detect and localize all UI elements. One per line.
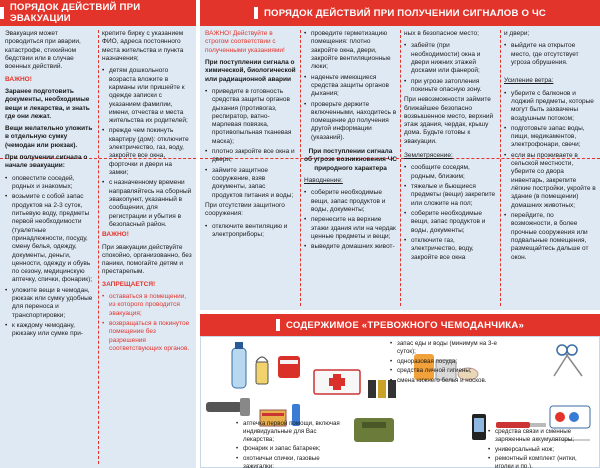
list-item: • возвращаться в покинутое помещение без разрешения соответствующих органов. xyxy=(102,320,192,353)
sig-divider-3 xyxy=(500,30,501,306)
sig-quake-list xyxy=(404,164,497,261)
list-item: • оставаться в помещении, из которого проводится эвакуация; xyxy=(102,293,192,318)
evac-divider xyxy=(98,30,99,464)
flashlight-icon xyxy=(206,398,250,416)
sig-list-1 xyxy=(205,88,297,200)
list-item: • средства личной гигиены; xyxy=(390,367,498,375)
header-bar-icon xyxy=(0,7,4,19)
sig-nofire-text: При невозможности займите ближайшее безопасно возвышенное место, верхний этаж здания, чердак, крышу дома. Будьте готовы к эвакуации. xyxy=(404,96,494,145)
evac-important-label: ВАЖНО! xyxy=(5,75,32,83)
header-bar-icon xyxy=(276,319,280,331)
phone-icon xyxy=(472,414,486,440)
sig-list-2 xyxy=(304,30,397,142)
signals-column-2 xyxy=(304,30,397,308)
scissors-icon xyxy=(554,345,582,376)
suitcase-text-extra xyxy=(488,428,596,468)
suitcase-text-left xyxy=(236,420,348,468)
list-item: • уложите вещи в чемодан, рюкзак или сумку удобные для переноса и транспортировки; xyxy=(5,287,95,320)
list-item: • забейте (при необходимости) окна и двери нижних этажей досками или фанерой; xyxy=(404,42,497,75)
list-item: • проверьте держите включенными, находитесь в помещение до получения другой информации (указаний). xyxy=(304,101,397,143)
header-bar-icon xyxy=(254,7,258,19)
list-item: • выведите домашних живот- xyxy=(304,243,397,251)
list-item: • соберите необходимые вещи, запас продуктов и воды, документы; xyxy=(304,189,397,214)
sig-chem-title: При поступлении сигнала о химической, биологической или радиационной аварии xyxy=(205,58,296,83)
list-item: • тяжелые и бьющиеся предметы (вещи) закрепите или сложите на пол; xyxy=(404,183,497,208)
list-item: • прежде чем покинуть квартиру (дом): отключите электричество, газ, воду, закройте все окна, форточки и двери на замки; xyxy=(102,127,192,177)
suitcase-header xyxy=(200,314,600,336)
sig-divider-1 xyxy=(300,30,301,306)
signals-column-3 xyxy=(404,30,497,308)
list-item: • перенесите на верхние этажи здания или на чердак ценные предметы и вещи; xyxy=(304,216,397,241)
list-item: • при угрозе затопления покиньте опасную зону. xyxy=(404,78,497,95)
signals-column-1 xyxy=(205,30,297,308)
signals-header-title: ПОРЯДОК ДЕЙСТВИЙ ПРИ ПОЛУЧЕНИИ СИГНАЛОВ О ЧС xyxy=(263,7,547,19)
evac-column-2 xyxy=(102,30,192,466)
list-item: • отключите газ, электричество, воду, закройте все окна xyxy=(404,237,497,262)
evac-list-1 xyxy=(5,175,95,339)
list-item: • одноразовая посуда; xyxy=(390,358,498,366)
evac-important-label-2: ВАЖНО! xyxy=(102,231,129,239)
list-item: • запас еды и воды (минимум на 3-е суток); xyxy=(390,340,498,356)
sig-shelter-text: При отсутствии защитного сооружения: xyxy=(205,201,285,218)
list-item: • уберите с балконов и лоджий предметы, которые могут быть захвачены воздушным потоком; xyxy=(504,90,596,123)
list-item: • отключите вентиляцию и электроприборы; xyxy=(205,223,297,240)
list-item: • проведите герметизацию помещения: плотно закройте окна, двери, закройте вентиляционные люки; xyxy=(304,30,397,72)
list-item: • смена нижнего белья и носков. xyxy=(390,377,498,385)
list-item: • приведите в готовность средства защиты органов дыхания (противогаз, респиратор, ватно-марлевая повязка, противопыльная тканевая маска); xyxy=(205,88,297,146)
list-item: • выйдите на открытое место, где отсутствует угроза обрушения. xyxy=(504,42,596,67)
sig-important: ВАЖНО! Действуйте в строгом соответствии с полученными указаниями! xyxy=(205,30,285,54)
list-item: • к каждому чемодану, рюкзаку или сумке при- xyxy=(5,322,95,339)
evac-header xyxy=(0,0,196,26)
sig-col4-cont: и двери; xyxy=(504,30,530,37)
list-item: • подготовьте запас воды, пищи, медикаментов, электрофонари, свечи; xyxy=(504,125,596,150)
list-item: • охотничьи спички, газовые зажигалки; xyxy=(236,455,348,468)
list-item: • средства связи и сменные заряженные аккумуляторы; xyxy=(488,428,596,444)
sig-wind-list xyxy=(504,90,596,262)
list-item: • ремонтный комплект (нитки, иголки и пр.). xyxy=(488,455,596,468)
sig-list-3 xyxy=(404,42,497,94)
evac-intro: Эвакуация может проводиться при аварии, катастрофе, стихийном бедствии или в случае военных действий. xyxy=(5,30,81,71)
sig-wind-title: Усиление ветра: xyxy=(504,77,554,85)
list-item: • перейдите, по возможности, в более прочные сооружения или подвальные помещения, размещайтесь дальше от окон. xyxy=(504,212,596,262)
evac-signal-title: При получении сигнала о начале эвакуации: xyxy=(5,154,88,170)
evac-forbidden-list xyxy=(102,293,192,353)
evac-suitcase-text: Вещи желательно уложить в отдельную сумку (чемодан или рюкзак). xyxy=(5,125,93,149)
suitcase-text-right xyxy=(390,340,498,387)
sig-natural-title: При поступлении сигнала об угрозе возникновения ЧС природного характера xyxy=(304,148,397,172)
list-item: • плотно закройте все окна и двери; xyxy=(205,148,297,165)
suitcase-header-title: СОДЕРЖИМОЕ «ТРЕВОЖНОГО ЧЕМОДАНЧИКА» xyxy=(285,319,525,331)
signals-header xyxy=(200,0,600,26)
sig-flood-title: Наводнение: xyxy=(304,177,343,184)
list-item: • сообщите соседям, родным, близким; xyxy=(404,164,497,181)
evac-list-2 xyxy=(102,67,192,229)
list-item: • возьмите с собой запас продуктов на 2-3 суток, питьевую воду, предметы первой необходимости (туалетные принадлежности, посуду, смену белья, одежду, документы, деньги, ценности, одежду и обувь по сезону, медицинскую аптечку, спички, фонарик); xyxy=(5,193,95,284)
water-bottle-icon xyxy=(232,342,246,388)
list-item: • соберите необходимые вещи, запас продуктов и воды, документы; xyxy=(404,210,497,235)
list-item: • займите защитное сооружение, взяв документы, запас продуктов питания и воды; xyxy=(205,167,297,200)
signals-column-4 xyxy=(504,30,596,308)
evac-important-text: Заранее подготовить документы, необходимые вещи и лекарства, и знать где они лежат. xyxy=(5,87,90,120)
toolkit-icon xyxy=(354,418,394,442)
evac-cont-text: крепите бирку с указанием ФИО, адреса постоянного места жительства и пункта назначения; xyxy=(102,30,184,62)
sig-divider-2 xyxy=(400,30,401,306)
sig-list-1b xyxy=(205,223,297,240)
sig-quake-title: Землетрясение: xyxy=(404,152,453,160)
sig-col3-cont: ных в безопасное место; xyxy=(404,30,479,37)
list-item: • аптечка первой помощи, включая индивидуальные для Вас лекарства; xyxy=(236,420,348,443)
sig-flood-list xyxy=(304,189,397,251)
lantern-icon xyxy=(256,357,268,384)
evac-forbidden-label: ЗАПРЕЩАЕТСЯ! xyxy=(102,280,156,288)
list-item: • фонарик и запас батареек; xyxy=(236,445,348,453)
list-item: • универсальный нож; xyxy=(488,446,596,454)
list-item: • наденьте имеющиеся средства защиты органов дыхания; xyxy=(304,74,397,99)
list-item: • если вы проживаете в сельской местности, уберите со двора инвентарь, закрепите лёгкие постройки, укройте в здание (в помещении) домашних животных; xyxy=(504,152,596,210)
red-bag-icon xyxy=(278,356,300,378)
sig-list-4 xyxy=(504,42,596,67)
list-item: • оповестите соседей, родных и знакомых; xyxy=(5,175,95,192)
evac-column-1 xyxy=(5,30,95,466)
list-item: • детям дошкольного возраста вложите в карманы или пришейте к одежде записки с указанием фамилии, имени, отчества и места жительства их родителей; xyxy=(102,67,192,125)
list-item: • с назначенному времени направляйтесь на сборный эвакопункт, указанный в сообщении, для регистрации и убытия в безопасный район. xyxy=(102,179,192,229)
first-aid-kit-icon xyxy=(314,370,360,394)
evac-important-text-2: При эвакуации действуйте спокойно, организованно, без паники, помогайте детям и престарелым. xyxy=(102,243,192,276)
evac-header-title: ПОРЯДОК ДЕЙСТВИЙ ПРИ ЭВАКУАЦИИ xyxy=(9,2,141,24)
